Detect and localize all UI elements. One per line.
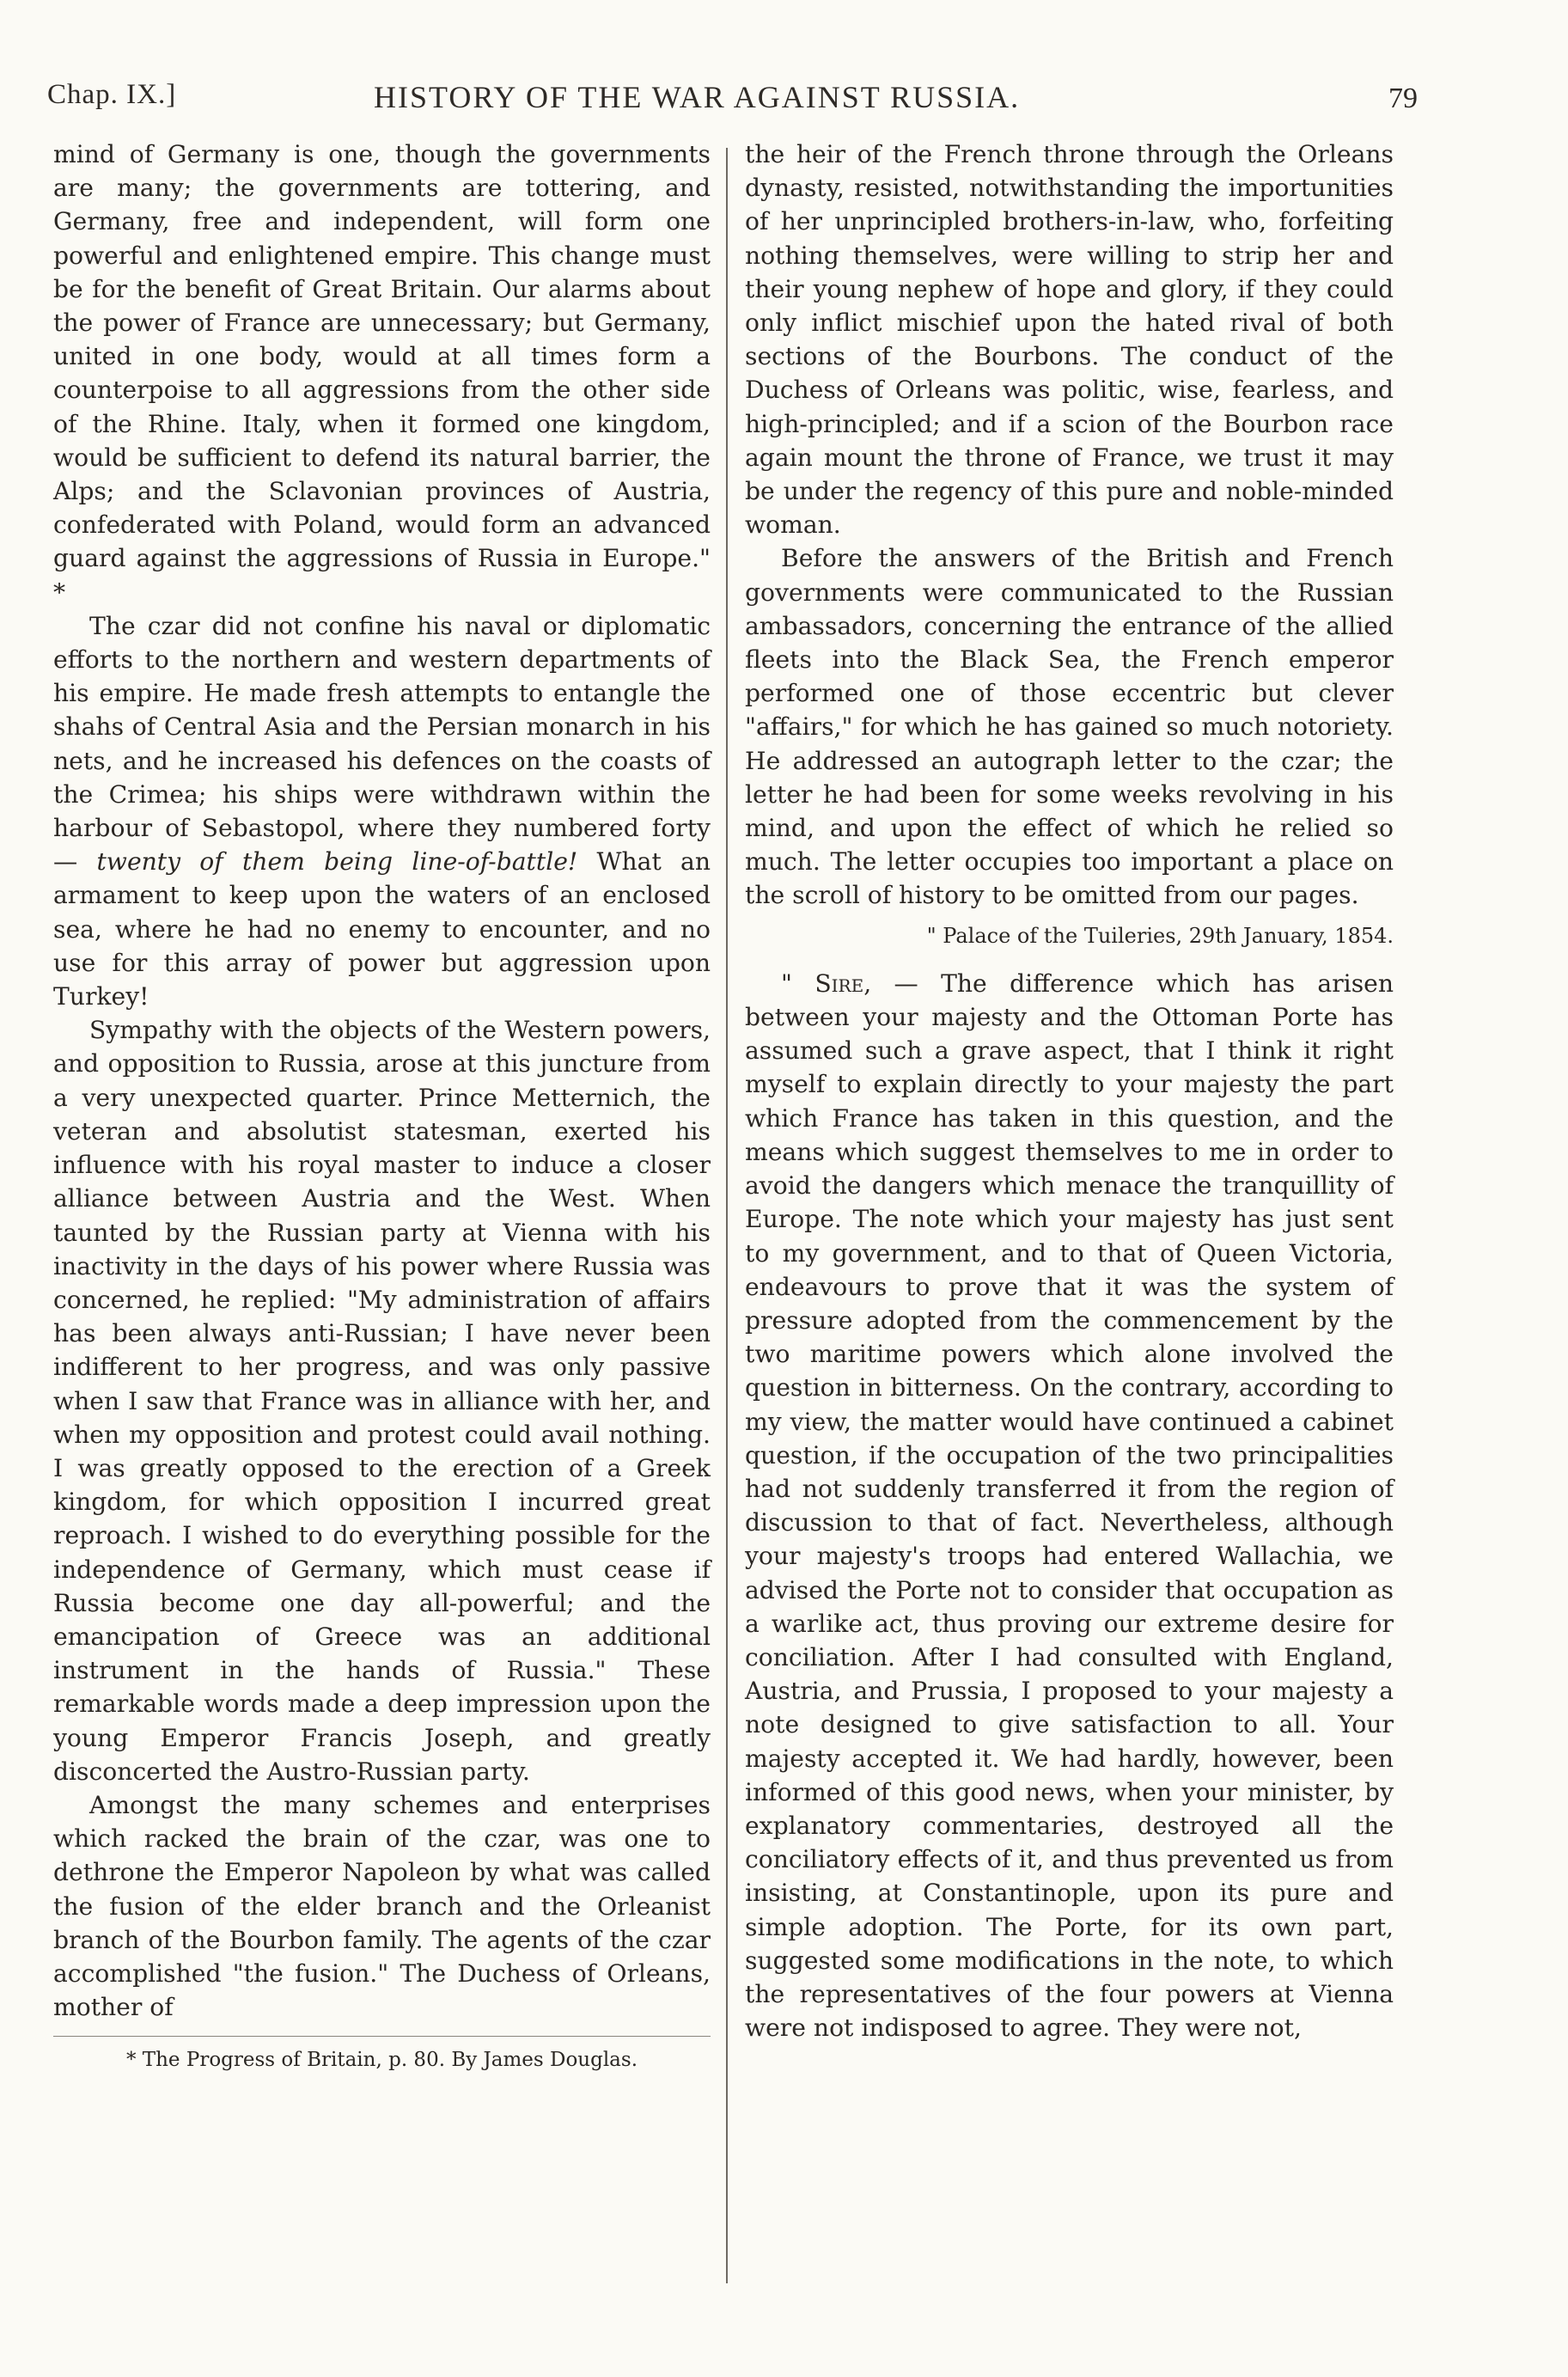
- running-title: HISTORY OF THE WAR AGAINST RUSSIA.: [374, 80, 1021, 114]
- paragraph: mind of Germany is one, though the governments are many; the governments are tottering, and Germany, free and independent, will form one powerful and enlightened empire. This change must be for the benefit of Great Britain. Our alarms about the power of France are unnecessary; but Germany, united in one body, would at all times form a counterpoise to all aggressions from the other side of the Rhine. Italy, when it formed one kingdom, would be sufficient to defend its natural barrier, the Alps; and the Sclavonian provinces of Austria, confederated with Poland, would form an advanced guard against the aggressions of Russia in Europe." *: [53, 140, 711, 607]
- chapter-label: Chap. IX.]: [47, 79, 177, 110]
- paragraph: Before the answers of the British and French governments were communicated to the Russian ambassadors, concerning the entrance of the allied fleets into the Black Sea, the French emperor performed one of those eccentric but clever "affairs," for which he has gained so much notoriety. He addressed an autograph letter to the czar; the letter he had been for some weeks revolving in his mind, and upon the effect of which he relied so much. The letter occupies too important a place on the scroll of history to be omitted from our pages.: [745, 544, 1394, 910]
- running-header: [47, 79, 1418, 122]
- letter-salutation: " Sire,: [781, 969, 872, 998]
- page-number: 79: [1388, 82, 1418, 114]
- paragraph-text: The czar did not confine his naval or diplomatic efforts to the northern and western departments of his empire. He made fresh attempts to entangle the shahs of Central Asia and the Persian monarch in his nets, and he increased his defences on the coasts of the Crimea; his ships were withdrawn within the harbour of Sebastopol, where they numbered forty —: [53, 611, 711, 877]
- paragraph: Amongst the many schemes and enterprises which racked the brain of the czar, was one to dethrone the Emperor Napoleon by what was called the fusion of the elder branch and the Orleanist branch of the Bourbon family. The agents of the czar accomplished "the fusion." The Duchess of Orleans, mother of: [53, 1790, 711, 2022]
- left-column: [53, 137, 711, 2078]
- italic-emphasis: twenty of them being line-of-battle!: [96, 847, 578, 877]
- paragraph: the heir of the French throne through the Orleans dynasty, resisted, notwithstanding the importunities of her unprincipled brothers-in-law, who, forfeiting nothing themselves, were willing to strip her and their young nephew of hope and glory, if they could only inflict mischief upon the hated rival of both sections of the Bourbons. The conduct of the Duchess of Orleans was politic, wise, fearless, and high-principled; and if a scion of the Bourbon race again mount the throne of France, we trust it may be under the regency of this pure and noble-minded woman.: [745, 140, 1394, 540]
- footnote-divider: [53, 2036, 711, 2037]
- paragraph: [53, 609, 711, 1013]
- letter-text: — The difference which has arisen between your majesty and the Ottoman Porte has assumed such a grave aspect, that I think it right myself to explain directly to your majesty the part which France has taken in this question, and the means which suggest themselves to me in order to avoid the dangers which menace the tranquillity of Europe. The note which your majesty has just sent to my government, and to that of Queen Victoria, endeavours to prove that it was the system of pressure adopted from the commencement by the two maritime powers which alone involved the question in bitterness. On the contrary, according to my view, the matter would have continued a cabinet question, if the occupation of the two principalities had not suddenly transferred it from the region of discussion to that of fact. Nevertheless, although your majesty's troops had entered Wallachia, we advised the Porte not to consider that occupation as a warlike act, thus proving our extreme desire for conciliation. After I had consulted with England, Austria, and Prussia, I proposed to your majesty a note designed to give satisfaction to all. Your majesty accepted it. We had hardly, however, been informed of this good news, when your minister, by explanatory commentaries, destroyed all the conciliatory effects of it, and thus prevented us from insisting, at Constantinople, upon its pure and simple adoption. The Porte, for its own part, suggested some modifications in the note, to which the representatives of the four powers at Vienna were not indisposed to agree. They were not,: [745, 969, 1394, 2043]
- letter-dateline: " Palace of the Tuileries, 29th January, 1854.: [926, 923, 1394, 948]
- column-divider: [726, 148, 728, 2283]
- right-column: [745, 137, 1394, 2044]
- letter-paragraph: [745, 967, 1394, 2045]
- footnote: * The Progress of Britain, p. 80. By James Douglas.: [125, 2049, 638, 2072]
- paragraph-text: What an armament to keep upon the waters of an enclosed sea, where he had no enemy to encounter, and no use for this array of power but aggression upon Turkey!: [53, 847, 711, 1011]
- paragraph: Sympathy with the objects of the Western powers, and opposition to Russia, arose at this juncture from a very unexpected quarter. Prince Metternich, the veteran and absolutist statesman, exerted his influence with his royal master to induce a closer alliance between Austria and the West. When taunted by the Russian party at Vienna with his inactivity in the days of his power where Russia was concerned, he replied: "My administration of affairs has been always anti-Russian; I have never been indifferent to her progress, and was only passive when I saw that France was in alliance with her, and when my opposition and protest could avail nothing. I was greatly opposed to the erection of a Greek kingdom, for which opposition I incurred great reproach. I wished to do everything possible for the independence of Germany, which must cease if Russia become one day all-powerful; and the emancipation of Greece was an additional instrument in the hands of Russia." These remarkable words made a deep impression upon the young Emperor Francis Joseph, and greatly disconcerted the Austro-Russian party.: [53, 1016, 711, 1786]
